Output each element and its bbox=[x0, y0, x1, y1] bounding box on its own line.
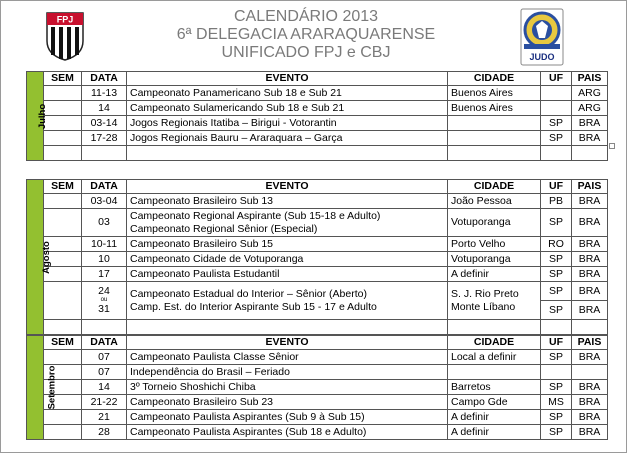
row-date-or: ou bbox=[100, 297, 108, 303]
row-event: Campeonato Cidade de Votuporanga bbox=[127, 252, 448, 267]
row-country: BRA bbox=[572, 252, 608, 267]
table-row bbox=[27, 350, 608, 365]
row-city bbox=[448, 365, 541, 380]
row-city: Votuporanga bbox=[448, 252, 541, 267]
row-country: BRA bbox=[572, 209, 608, 237]
col-sem: SEM bbox=[44, 336, 82, 350]
row-country: BRA bbox=[572, 395, 608, 410]
row-uf: SP bbox=[541, 252, 572, 267]
row-uf bbox=[541, 101, 572, 116]
row-city: Buenos Aires bbox=[448, 86, 541, 101]
calendar-title: CALENDÁRIO 2013 bbox=[233, 8, 379, 25]
row-uf: MS bbox=[541, 395, 572, 410]
row-country: BRA bbox=[572, 194, 608, 209]
row-date: 03-14 bbox=[82, 116, 127, 131]
row-country: BRA bbox=[572, 282, 608, 301]
row-city: Barretos bbox=[448, 380, 541, 395]
row-date: 21 bbox=[82, 410, 127, 425]
row-date: 17 bbox=[82, 267, 127, 282]
col-pais: PAIS bbox=[572, 180, 608, 194]
row-country: BRA bbox=[572, 116, 608, 131]
row-uf: SP bbox=[541, 350, 572, 365]
table-resize-handle[interactable] bbox=[609, 143, 615, 149]
row-uf: SP bbox=[541, 425, 572, 440]
row-date: 03-04 bbox=[82, 194, 127, 209]
fpj-shield-logo bbox=[45, 11, 85, 61]
table-row bbox=[27, 252, 608, 267]
row-date-option1: 24 bbox=[98, 285, 110, 297]
row-date: 14 bbox=[82, 380, 127, 395]
table-row bbox=[27, 282, 608, 301]
row-event: Independência do Brasil – Feriado bbox=[127, 365, 448, 380]
fpj-logo-text: FPJ bbox=[56, 14, 74, 25]
table-row bbox=[27, 267, 608, 282]
row-city: Votuporanga bbox=[448, 209, 541, 237]
delegacia-subtitle: 6ª DELEGACIA ARARAQUARENSE bbox=[176, 26, 436, 43]
row-event: Jogos Regionais Bauru – Araraquara – Garça bbox=[127, 131, 448, 146]
row-uf: PB bbox=[541, 194, 572, 209]
table-row bbox=[27, 410, 608, 425]
row-city-line2: Monte Líbano bbox=[451, 300, 516, 313]
col-cidade: CIDADE bbox=[448, 72, 541, 86]
table-row bbox=[27, 86, 608, 101]
col-pais: PAIS bbox=[572, 336, 608, 350]
table-row-empty bbox=[27, 146, 608, 161]
row-city-line1: S. J. Rio Preto bbox=[451, 287, 519, 300]
row-event-line1: Campeonato Estadual do Interior – Sênior (Aberto) bbox=[130, 287, 367, 300]
julho-table bbox=[26, 71, 608, 161]
row-date-option2: 31 bbox=[98, 303, 110, 315]
row-uf: SP bbox=[541, 282, 572, 301]
row-uf: RO bbox=[541, 237, 572, 252]
judo-logo-text: JUDO bbox=[529, 52, 555, 62]
col-evento: EVENTO bbox=[127, 72, 448, 86]
col-cidade: CIDADE bbox=[448, 180, 541, 194]
row-date: 07 bbox=[82, 350, 127, 365]
col-data: DATA bbox=[82, 336, 127, 350]
row-event: Campeonato Brasileiro Sub 13 bbox=[127, 194, 448, 209]
row-city bbox=[448, 116, 541, 131]
row-date: 03 bbox=[82, 209, 127, 237]
col-uf: UF bbox=[541, 180, 572, 194]
col-evento: EVENTO bbox=[127, 180, 448, 194]
table-row bbox=[27, 425, 608, 440]
table-row bbox=[27, 395, 608, 410]
row-country: BRA bbox=[572, 131, 608, 146]
col-data: DATA bbox=[82, 72, 127, 86]
table-row bbox=[27, 365, 608, 380]
row-date: 17-28 bbox=[82, 131, 127, 146]
month-label-julho: Julho bbox=[27, 72, 44, 161]
row-city: Porto Velho bbox=[448, 237, 541, 252]
col-uf: UF bbox=[541, 336, 572, 350]
row-event: Campeonato Sulamericando Sub 18 e Sub 21 bbox=[127, 101, 448, 116]
table-row bbox=[27, 209, 608, 237]
col-sem: SEM bbox=[44, 180, 82, 194]
setembro-table bbox=[26, 335, 608, 440]
row-city: Local a definir bbox=[448, 350, 541, 365]
row-uf: SP bbox=[541, 267, 572, 282]
col-pais: PAIS bbox=[572, 72, 608, 86]
row-city: A definir bbox=[448, 410, 541, 425]
row-date: 07 bbox=[82, 365, 127, 380]
col-sem: SEM bbox=[44, 72, 82, 86]
row-uf: SP bbox=[541, 380, 572, 395]
row-event: Campeonato Paulista Aspirantes (Sub 9 à Sub 15) bbox=[127, 410, 448, 425]
table-row bbox=[27, 116, 608, 131]
row-country: BRA bbox=[572, 425, 608, 440]
row-event-line2: Camp. Est. do Interior Aspirante Sub 15 - 17 e Adulto bbox=[130, 300, 377, 313]
row-event: 3º Torneio Shoshichi Chiba bbox=[127, 380, 448, 395]
table-row bbox=[27, 131, 608, 146]
row-event bbox=[127, 282, 448, 320]
agosto-table bbox=[26, 179, 608, 335]
row-date: 14 bbox=[82, 101, 127, 116]
row-country: BRA bbox=[572, 301, 608, 320]
row-event: Campeonato Paulista Estudantil bbox=[127, 267, 448, 282]
row-uf bbox=[541, 86, 572, 101]
row-city: A definir bbox=[448, 425, 541, 440]
row-country: BRA bbox=[572, 350, 608, 365]
table-row bbox=[27, 380, 608, 395]
row-event bbox=[127, 209, 448, 237]
row-country: BRA bbox=[572, 237, 608, 252]
row-event: Campeonato Brasileiro Sub 15 bbox=[127, 237, 448, 252]
row-date: 10-11 bbox=[82, 237, 127, 252]
row-city bbox=[448, 131, 541, 146]
row-event: Jogos Regionais Itatiba – Birigui - Votorantin bbox=[127, 116, 448, 131]
row-country: BRA bbox=[572, 410, 608, 425]
row-country: BRA bbox=[572, 267, 608, 282]
table-row-empty bbox=[27, 320, 608, 335]
row-city: Campo Gde bbox=[448, 395, 541, 410]
col-data: DATA bbox=[82, 180, 127, 194]
row-event: Campeonato Brasileiro Sub 23 bbox=[127, 395, 448, 410]
row-country: BRA bbox=[572, 380, 608, 395]
row-uf: SP bbox=[541, 410, 572, 425]
row-country: ARG bbox=[572, 101, 608, 116]
row-event: Campeonato Panamericano Sub 18 e Sub 21 bbox=[127, 86, 448, 101]
row-uf bbox=[541, 365, 572, 380]
row-date-alternatives bbox=[82, 282, 127, 320]
col-evento: EVENTO bbox=[127, 336, 448, 350]
row-event: Campeonato Paulista Classe Sênior bbox=[127, 350, 448, 365]
row-date: 28 bbox=[82, 425, 127, 440]
row-event-line2: Campeonato Regional Sênior (Especial) bbox=[130, 222, 318, 235]
row-city: João Pessoa bbox=[448, 194, 541, 209]
row-date: 21-22 bbox=[82, 395, 127, 410]
table-row bbox=[27, 101, 608, 116]
row-date: 11-13 bbox=[82, 86, 127, 101]
row-city: A definir bbox=[448, 267, 541, 282]
row-country: ARG bbox=[572, 86, 608, 101]
row-event: Campeonato Paulista Aspirantes (Sub 18 e Adulto) bbox=[127, 425, 448, 440]
row-event-line1: Campeonato Regional Aspirante (Sub 15-18 e Adulto) bbox=[130, 209, 381, 222]
table-row bbox=[27, 194, 608, 209]
row-uf: SP bbox=[541, 301, 572, 320]
month-label-setembro: Setembro bbox=[27, 336, 44, 440]
row-city bbox=[448, 282, 541, 320]
month-label-agosto: Agosto bbox=[27, 180, 44, 335]
col-uf: UF bbox=[541, 72, 572, 86]
row-country bbox=[572, 365, 608, 380]
row-date: 10 bbox=[82, 252, 127, 267]
col-cidade: CIDADE bbox=[448, 336, 541, 350]
judo-club-logo bbox=[520, 8, 564, 66]
row-uf: SP bbox=[541, 116, 572, 131]
row-city: Buenos Aires bbox=[448, 101, 541, 116]
unificado-subtitle: UNIFICADO FPJ e CBJ bbox=[221, 44, 391, 61]
row-uf: SP bbox=[541, 131, 572, 146]
table-row bbox=[27, 237, 608, 252]
row-uf: SP bbox=[541, 209, 572, 237]
